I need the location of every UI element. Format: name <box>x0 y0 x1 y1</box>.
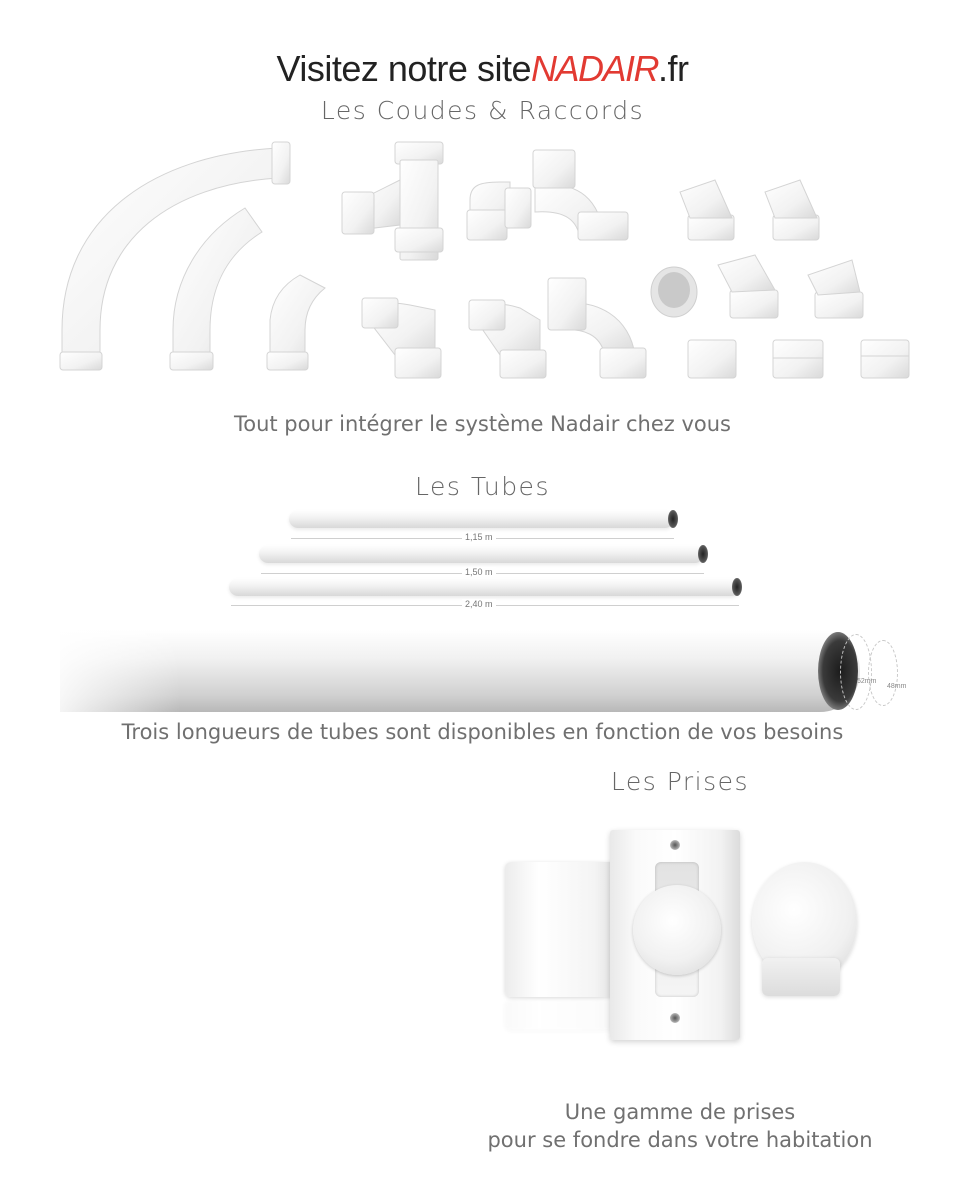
inner-diameter-ring <box>868 640 898 706</box>
tube-short-length: 1,15 m <box>462 532 496 542</box>
prises-title: Les Prises <box>610 767 750 796</box>
prises-caption-line2: pour se fondre dans votre habitation <box>487 1128 873 1152</box>
tubes-title: Les Tubes <box>415 472 550 501</box>
fittings-illustration <box>0 130 965 390</box>
coupler-a <box>688 340 736 378</box>
end-cap <box>651 267 697 317</box>
prises-caption <box>480 1098 880 1154</box>
outlet-box-square <box>505 862 617 997</box>
elbow-45-d <box>808 260 863 318</box>
tube-short-end <box>668 510 678 528</box>
header-title <box>0 48 965 90</box>
elbow-90-lower-b <box>469 300 546 378</box>
elbow-90-lower-long <box>548 278 646 378</box>
outlet-door[interactable] <box>633 885 721 975</box>
elbow-90-lower-a <box>362 298 441 378</box>
tube-closeup-fade <box>40 630 180 712</box>
elbow-45-c <box>718 255 778 318</box>
plate-screw-top <box>670 840 680 850</box>
brand-tld: .fr <box>658 48 689 89</box>
coudes-title: Les Coudes & Raccords <box>320 96 645 125</box>
elbow-90-long <box>533 150 628 240</box>
tube-medium-end <box>698 545 708 563</box>
tube-long-length: 2,40 m <box>462 599 496 609</box>
brand-logo[interactable]: NADAIR <box>530 48 658 89</box>
tubes-caption: Trois longueurs de tubes sont disponibles en fonction de vos besoins <box>121 720 844 744</box>
elbow-90-small <box>467 182 531 240</box>
medium-sweep-bend <box>170 208 262 370</box>
tube-closeup <box>60 630 860 712</box>
tube-medium <box>259 545 704 563</box>
elbow-45-b <box>765 180 819 240</box>
coupler-b <box>773 340 823 378</box>
outlet-box-reflection <box>505 1000 617 1030</box>
elbow-45-a <box>680 180 734 240</box>
header-title-prefix: Visitez notre site <box>276 48 531 89</box>
tube-medium-length: 1,50 m <box>462 567 496 577</box>
tube-long-end <box>732 578 742 596</box>
outer-diameter-label: 52mm <box>857 678 877 685</box>
coupler-c <box>861 340 909 378</box>
wye-fitting <box>342 142 443 260</box>
tube-short <box>289 510 674 528</box>
small-sweep-bend <box>267 275 325 370</box>
prises-caption-line1: Une gamme de prises <box>564 1100 796 1124</box>
plate-screw-bottom <box>670 1013 680 1023</box>
coudes-caption: Tout pour intégrer le système Nadair chez vous <box>233 412 732 436</box>
inner-diameter-label: 48mm <box>887 683 907 690</box>
tube-long <box>229 578 740 596</box>
outlet-round-base <box>762 958 840 996</box>
